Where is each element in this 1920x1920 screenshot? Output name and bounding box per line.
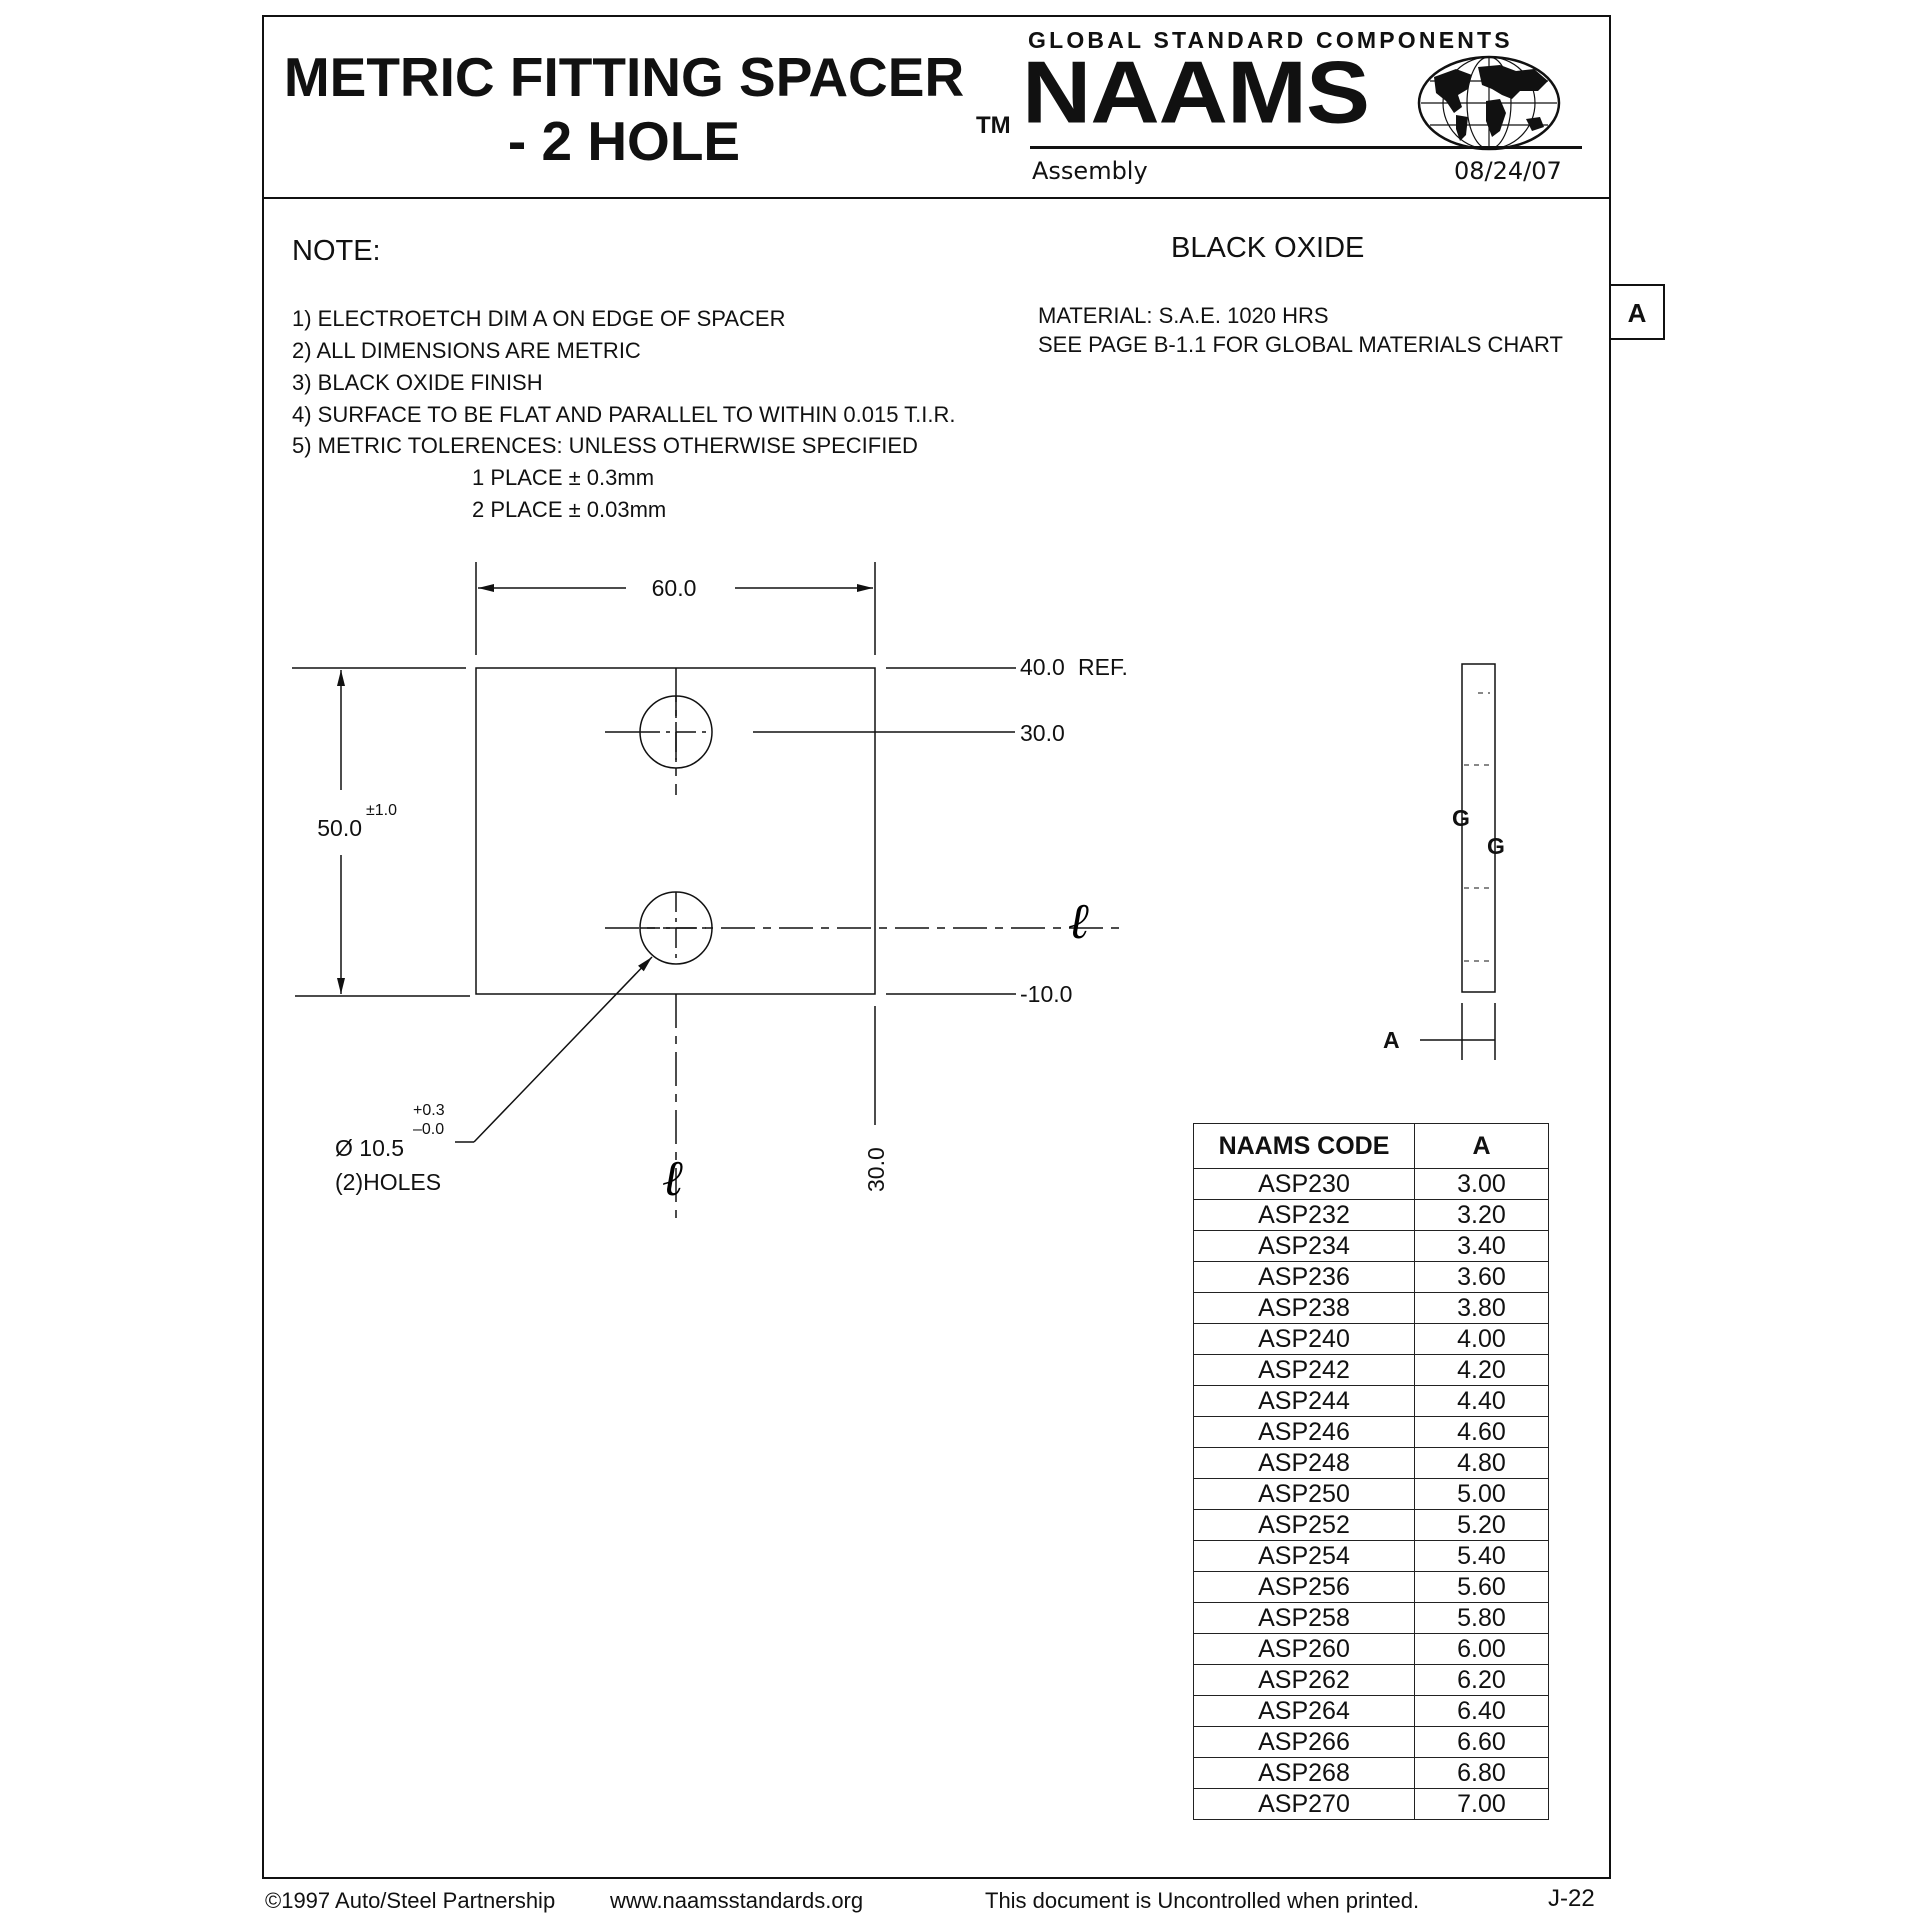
a-cell: 6.80 — [1415, 1758, 1549, 1789]
a-cell: 7.00 — [1415, 1789, 1549, 1820]
horizontal-centerline-symbol: ℓ — [1068, 892, 1089, 950]
code-cell: ASP262 — [1194, 1665, 1415, 1696]
hole-callout-leader — [474, 957, 652, 1142]
table-row — [1194, 1572, 1549, 1603]
note-item-5: 5) METRIC TOLERENCES: UNLESS OTHERWISE SPECIFIED — [292, 433, 918, 458]
table-row — [1194, 1758, 1549, 1789]
a-cell: 3.40 — [1415, 1231, 1549, 1262]
code-cell: ASP244 — [1194, 1386, 1415, 1417]
vertical-centerline-symbol: ℓ — [662, 1149, 683, 1207]
table-row — [1194, 1448, 1549, 1479]
a-cell: 5.80 — [1415, 1603, 1549, 1634]
table-row — [1194, 1510, 1549, 1541]
category-label: Assembly — [1032, 157, 1148, 185]
note-item-1: 1) ELECTROETCH DIM A ON EDGE OF SPACER — [292, 306, 786, 331]
code-cell: ASP234 — [1194, 1231, 1415, 1262]
table-row — [1194, 1634, 1549, 1665]
a-cell: 3.00 — [1415, 1169, 1549, 1200]
a-cell: 4.40 — [1415, 1386, 1549, 1417]
code-cell: ASP232 — [1194, 1200, 1415, 1231]
code-cell: ASP270 — [1194, 1789, 1415, 1820]
revision-date: 08/24/07 — [1454, 157, 1562, 185]
code-cell: ASP258 — [1194, 1603, 1415, 1634]
section-tab: A — [1609, 284, 1665, 340]
code-cell: ASP260 — [1194, 1634, 1415, 1665]
a-cell: 5.40 — [1415, 1541, 1549, 1572]
code-cell: ASP248 — [1194, 1448, 1415, 1479]
ref-label: REF. — [1078, 654, 1128, 680]
notes-heading: NOTE: — [292, 235, 381, 267]
a-cell: 6.20 — [1415, 1665, 1549, 1696]
code-cell: ASP254 — [1194, 1541, 1415, 1572]
materials-chart-reference: SEE PAGE B-1.1 FOR GLOBAL MATERIALS CHART — [1038, 332, 1563, 357]
side-view-label-g2: G — [1487, 833, 1505, 859]
table-row — [1194, 1262, 1549, 1293]
height-tolerance-text: ±1.0 — [366, 802, 398, 819]
table-row — [1194, 1200, 1549, 1231]
a-cell: 3.80 — [1415, 1293, 1549, 1324]
table-row — [1194, 1324, 1549, 1355]
side-view-dimension-label: A — [1383, 1027, 1400, 1053]
edge-position-text: 30.0 — [863, 1147, 889, 1192]
a-cell: 4.20 — [1415, 1355, 1549, 1386]
tolerance-1-place: 1 PLACE ± 0.3mm — [472, 465, 655, 490]
brand-tagline: GLOBAL STANDARD COMPONENTS — [1028, 27, 1513, 53]
finish-label: BLACK OXIDE — [1171, 232, 1365, 264]
a-cell: 5.20 — [1415, 1510, 1549, 1541]
lower-hole-position-text: -10.0 — [1020, 981, 1073, 1007]
width-dimension-text: 60.0 — [651, 575, 697, 601]
code-cell: ASP266 — [1194, 1727, 1415, 1758]
table-header-row — [1194, 1124, 1549, 1169]
code-cell: ASP268 — [1194, 1758, 1415, 1789]
code-cell: ASP236 — [1194, 1262, 1415, 1293]
column-header-code: NAAMS CODE — [1194, 1124, 1415, 1169]
table-row — [1194, 1231, 1549, 1262]
table-row — [1194, 1789, 1549, 1820]
note-item-4: 4) SURFACE TO BE FLAT AND PARALLEL TO WITHIN 0.015 T.I.R. — [292, 402, 956, 427]
table-row — [1194, 1386, 1549, 1417]
column-header-a: A — [1415, 1124, 1549, 1169]
title-line-2: - 2 HOLE — [507, 110, 741, 172]
table-row — [1194, 1293, 1549, 1324]
table-row — [1194, 1479, 1549, 1510]
code-cell: ASP252 — [1194, 1510, 1415, 1541]
table-row — [1194, 1665, 1549, 1696]
table-row — [1194, 1169, 1549, 1200]
a-cell: 4.80 — [1415, 1448, 1549, 1479]
code-cell: ASP264 — [1194, 1696, 1415, 1727]
code-cell: ASP230 — [1194, 1169, 1415, 1200]
code-cell: ASP240 — [1194, 1324, 1415, 1355]
side-view-label-g1: G — [1452, 805, 1470, 831]
a-cell: 3.20 — [1415, 1200, 1549, 1231]
title-line-1: METRIC FITTING SPACER — [283, 46, 965, 108]
table-row — [1194, 1355, 1549, 1386]
footer-copyright: ©1997 Auto/Steel Partnership — [265, 1888, 556, 1913]
note-item-2: 2) ALL DIMENSIONS ARE METRIC — [292, 338, 641, 363]
a-cell: 5.60 — [1415, 1572, 1549, 1603]
a-cell: 5.00 — [1415, 1479, 1549, 1510]
code-cell: ASP256 — [1194, 1572, 1415, 1603]
table-row — [1194, 1603, 1549, 1634]
page-number: J-22 — [1548, 1885, 1595, 1912]
height-dimension-text: 50.0 — [317, 815, 362, 841]
upper-hole-position-text: 30.0 — [1020, 720, 1065, 746]
code-cell: ASP242 — [1194, 1355, 1415, 1386]
naams-code-table — [1193, 1123, 1549, 1820]
trademark-mark: TM — [976, 112, 1011, 139]
table-row — [1194, 1696, 1549, 1727]
a-cell: 6.00 — [1415, 1634, 1549, 1665]
hole-diameter-text: Ø 10.5 — [335, 1135, 405, 1161]
table-row — [1194, 1541, 1549, 1572]
tolerance-2-place: 2 PLACE ± 0.03mm — [472, 497, 667, 522]
a-cell: 6.60 — [1415, 1727, 1549, 1758]
hole-count-text: (2)HOLES — [335, 1169, 442, 1195]
code-cell: ASP250 — [1194, 1479, 1415, 1510]
hole-tolerance-minus: –0.0 — [413, 1121, 445, 1138]
a-cell: 4.60 — [1415, 1417, 1549, 1448]
a-cell: 4.00 — [1415, 1324, 1549, 1355]
a-cell: 6.40 — [1415, 1696, 1549, 1727]
ref-dimension-text: 40.0 — [1020, 654, 1065, 680]
naams-logo: NAAMS — [1022, 43, 1369, 142]
footer-website[interactable]: www.naamsstandards.org — [610, 1888, 864, 1913]
note-item-3: 3) BLACK OXIDE FINISH — [292, 370, 543, 395]
code-cell: ASP246 — [1194, 1417, 1415, 1448]
table-row — [1194, 1417, 1549, 1448]
footer-disclaimer: This document is Uncontrolled when printed. — [985, 1888, 1420, 1913]
a-cell: 3.60 — [1415, 1262, 1549, 1293]
code-cell: ASP238 — [1194, 1293, 1415, 1324]
hole-tolerance-plus: +0.3 — [413, 1102, 445, 1119]
material-spec: MATERIAL: S.A.E. 1020 HRS — [1038, 303, 1329, 328]
table-row — [1194, 1727, 1549, 1758]
